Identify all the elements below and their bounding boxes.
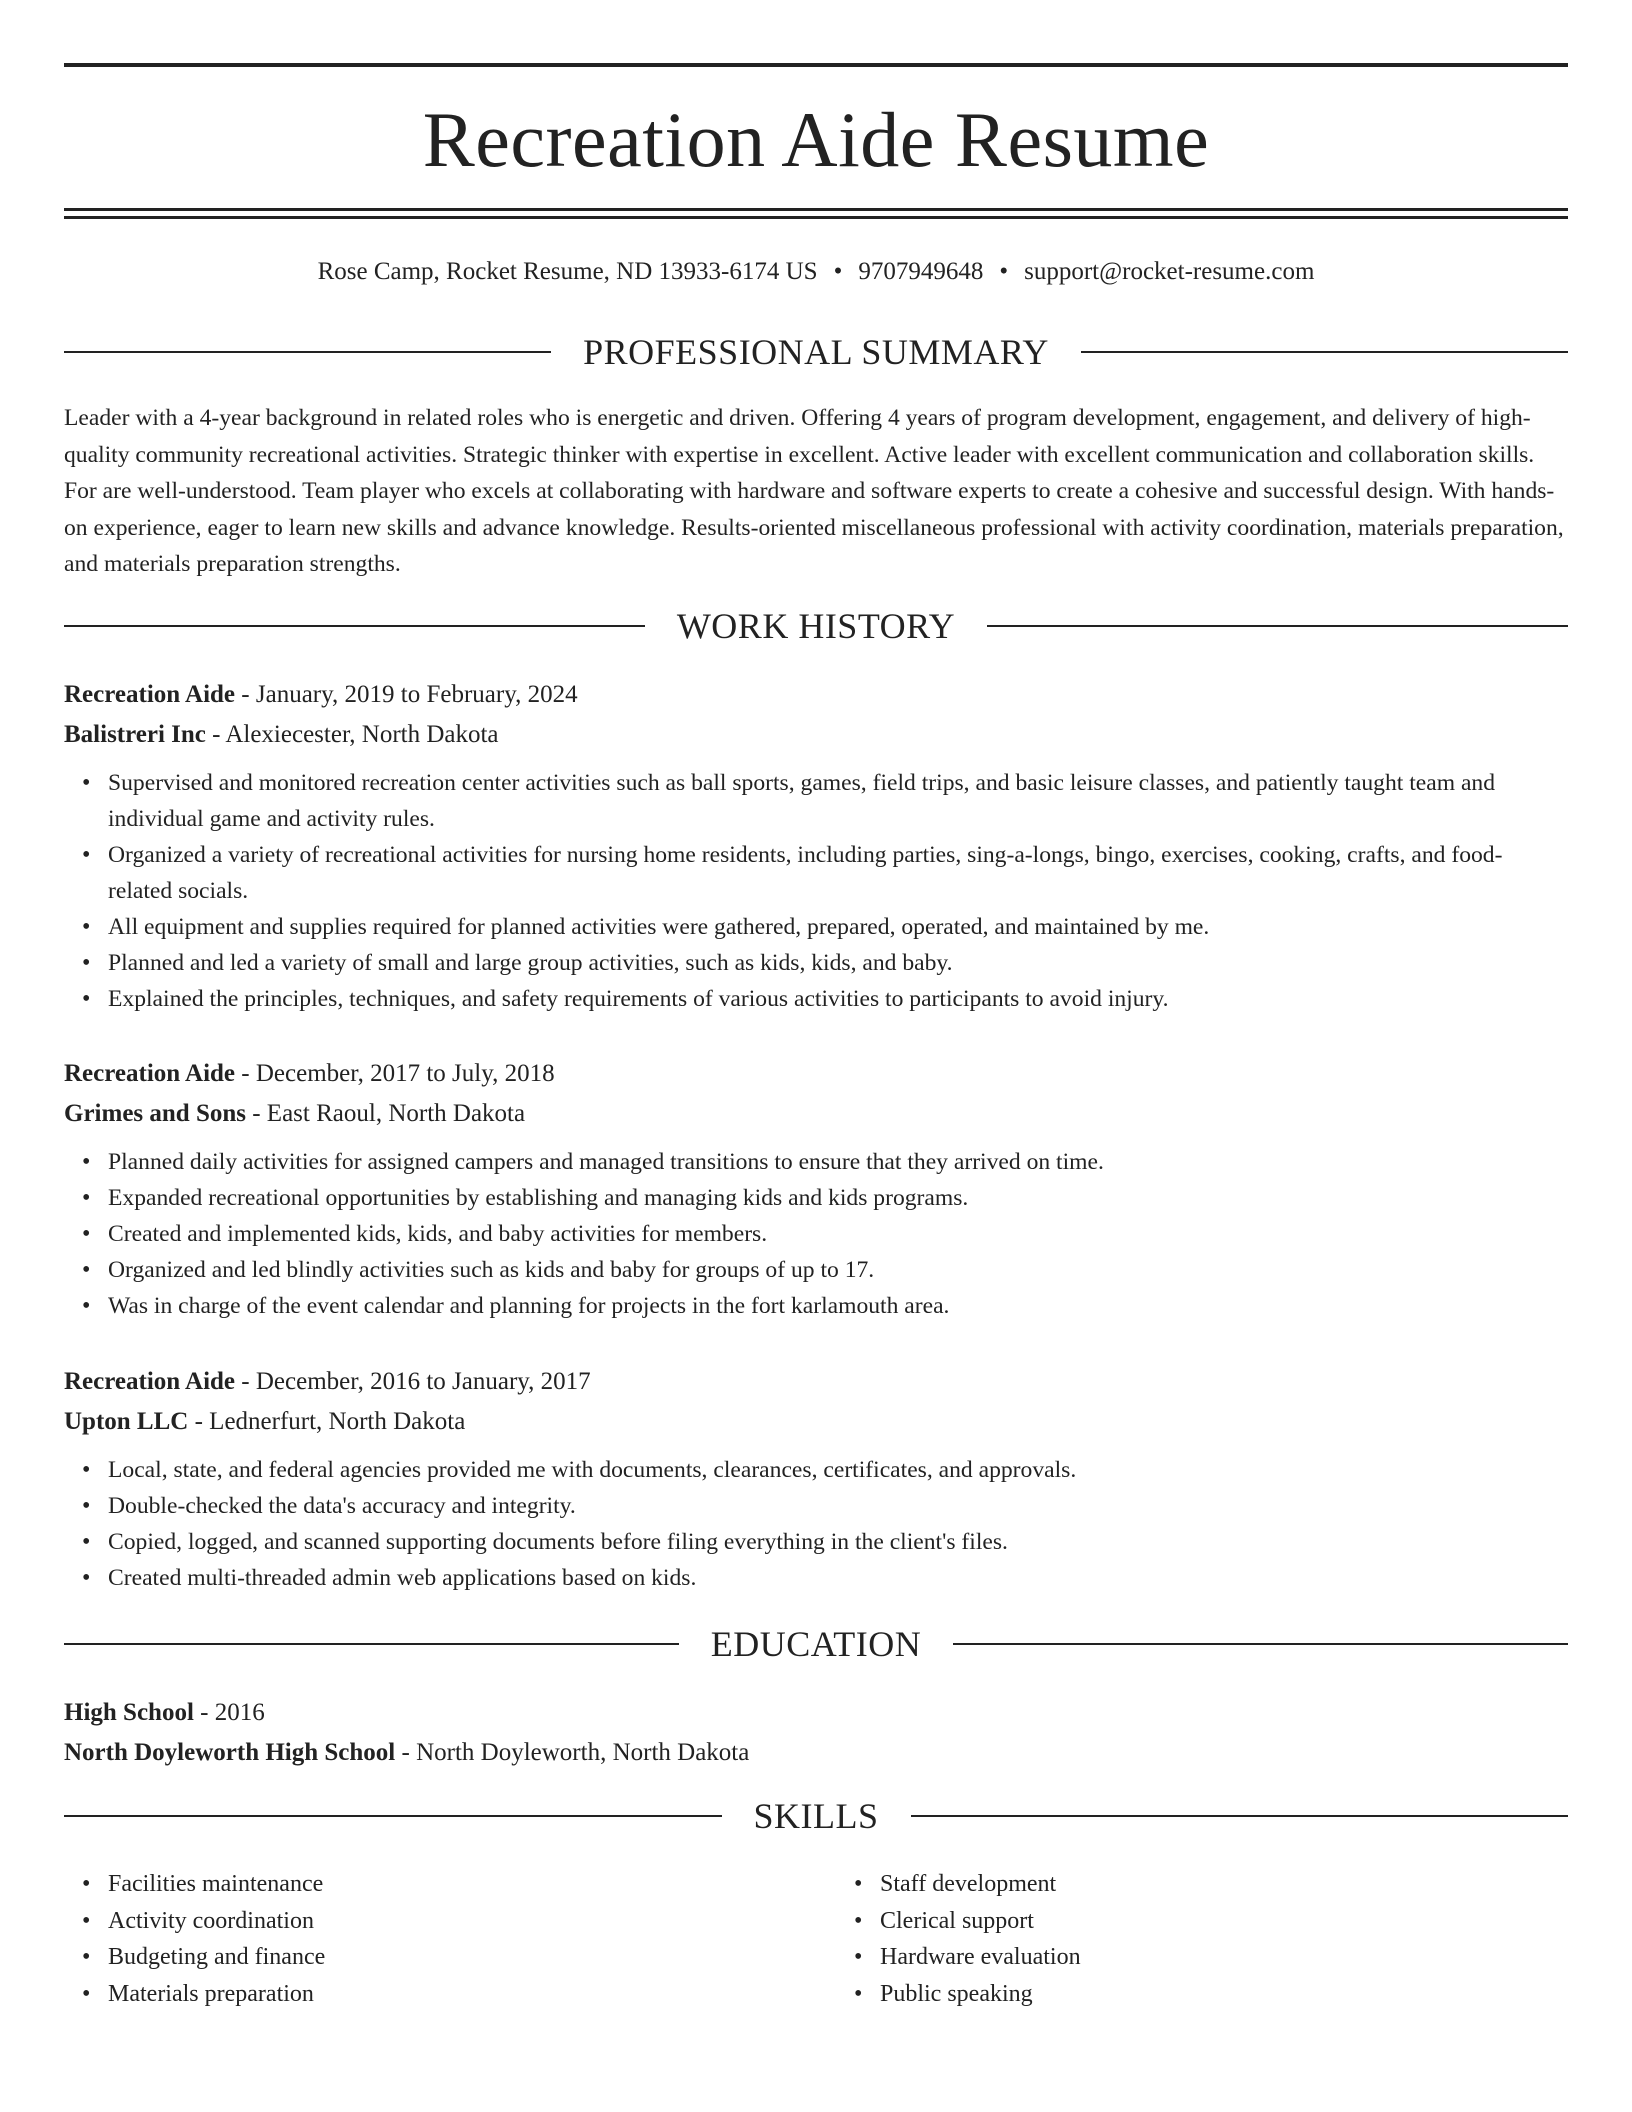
section-rule (64, 1643, 679, 1645)
section-heading-summary (64, 332, 1568, 372)
section-rule (911, 1815, 1569, 1817)
list-item: • Planned daily activities for assigned campers and managed transitions to ensure that they arrived on time. (108, 1144, 1568, 1180)
job-company-line (64, 715, 1568, 755)
section-title: PROFESSIONAL SUMMARY (583, 332, 1049, 372)
section-rule (1081, 351, 1568, 353)
title-rule-upper (64, 208, 1568, 211)
skill-item: • Public speaking (880, 1976, 1568, 2013)
job-company: Grimes and Sons (64, 1100, 246, 1127)
section-rule (64, 1815, 722, 1817)
job-entry (64, 1362, 1568, 1596)
resume-title: Recreation Aide Resume (422, 96, 1210, 183)
job-title: Recreation Aide (64, 681, 236, 708)
list-item: • Double-checked the data's accuracy and integrity. (108, 1488, 1568, 1524)
job-location: - East Raoul, North Dakota (245, 1100, 526, 1127)
section-heading-education (64, 1624, 1568, 1664)
skill-item: • Activity coordination (108, 1903, 796, 1940)
list-item: • Expanded recreational opportunities by establishing and managing kids and kids programs. (108, 1180, 1568, 1216)
section-rule (987, 625, 1568, 627)
skills-list (64, 1866, 1568, 2012)
job-title-line (64, 1362, 1568, 1402)
job-title-line (64, 1054, 1568, 1094)
skill-item: • Facilities maintenance (108, 1866, 796, 1903)
section-heading-work (64, 606, 1568, 646)
job-location: - Lednerfurt, North Dakota (188, 1408, 466, 1435)
list-item: • Explained the principles, techniques, and safety requirements of various activities to participants to avoid injury. (108, 981, 1568, 1017)
list-item: • Supervised and monitored recreation center activities such as ball sports, games, field trips, and basic leisure classes, and patiently taught team and individual game and activity rules. (108, 765, 1568, 837)
section-rule (953, 1643, 1568, 1645)
list-item: • Organized a variety of recreational activities for nursing home residents, including parties, sing-a-longs, bingo, exercises, cooking, crafts, and food-related socials. (108, 837, 1568, 909)
job-bullets (64, 1144, 1568, 1324)
job-entry (64, 1054, 1568, 1324)
education-entry (64, 1693, 1568, 1773)
education-degree-line (64, 1693, 1568, 1733)
job-title: Recreation Aide (64, 1060, 236, 1087)
job-company-line (64, 1402, 1568, 1442)
title-rule-lower (64, 216, 1568, 219)
section-title: SKILLS (753, 1796, 879, 1836)
education-degree: High School (64, 1699, 194, 1726)
education-year: - 2016 (193, 1699, 265, 1726)
section-title: EDUCATION (710, 1624, 922, 1664)
skills-column-1 (64, 1866, 796, 2012)
job-dates: - January, 2019 to February, 2024 (235, 681, 578, 708)
section-heading-skills (64, 1796, 1568, 1836)
skills-column-2 (836, 1866, 1568, 2012)
skill-item: • Materials preparation (108, 1976, 796, 2013)
education-school: North Doyleworth High School (64, 1739, 396, 1766)
list-item: • Planned and led a variety of small and large group activities, such as kids, kids, and baby. (108, 945, 1568, 981)
contact-line (64, 255, 1568, 289)
job-company-line (64, 1094, 1568, 1134)
top-rule (64, 63, 1568, 67)
section-rule (64, 351, 551, 353)
education-school-line (64, 1733, 1568, 1773)
job-bullets (64, 1452, 1568, 1596)
job-entry (64, 675, 1568, 1017)
job-dates: - December, 2017 to July, 2018 (235, 1060, 555, 1087)
summary-paragraph: Leader with a 4-year background in related roles who is energetic and driven. Offering 4 years of program development, engagement, and delivery of high-quality community recreational activities. Strategic thinker with expertise in excellent. Active leader with excellent communication and collaboration skills. For are well-understood. Team player who excels at collaborating with hardware and software experts to create a cohesive and successful design. With hands-on experience, eager to learn new skills and advance knowledge. Results-oriented miscellaneous professional with activity coordination, materials preparation, and materials preparation strengths. (64, 405, 1564, 577)
contact-separator: • (999, 258, 1009, 285)
job-location: - Alexiecester, North Dakota (205, 721, 499, 748)
list-item: • Was in charge of the event calendar and planning for projects in the fort karlamouth area. (108, 1288, 1568, 1324)
list-item: • Local, state, and federal agencies provided me with documents, clearances, certificates, and approvals. (108, 1452, 1568, 1488)
job-company: Balistreri Inc (64, 721, 206, 748)
section-title: WORK HISTORY (676, 606, 956, 646)
contact-separator: • (833, 258, 843, 285)
job-title-line (64, 675, 1568, 715)
contact-phone: 9707949648 (858, 258, 984, 285)
skill-item: • Clerical support (880, 1903, 1568, 1940)
job-company: Upton LLC (64, 1408, 189, 1435)
list-item: • Organized and led blindly activities such as kids and baby for groups of up to 17. (108, 1252, 1568, 1288)
job-dates: - December, 2016 to January, 2017 (235, 1368, 591, 1395)
job-bullets (64, 765, 1568, 1017)
education-location: - North Doyleworth, North Dakota (395, 1739, 750, 1766)
skill-item: • Budgeting and finance (108, 1939, 796, 1976)
list-item: • All equipment and supplies required for planned activities were gathered, prepared, operated, and maintained by me. (108, 909, 1568, 945)
skill-item: • Staff development (880, 1866, 1568, 1903)
section-rule (64, 625, 645, 627)
list-item: • Created multi-threaded admin web applications based on kids. (108, 1560, 1568, 1596)
contact-address: Rose Camp, Rocket Resume, ND 13933-6174 US (317, 258, 818, 285)
job-title: Recreation Aide (64, 1368, 236, 1395)
list-item: • Copied, logged, and scanned supporting documents before filing everything in the client's files. (108, 1524, 1568, 1560)
list-item: • Created and implemented kids, kids, and baby activities for members. (108, 1216, 1568, 1252)
skill-item: • Hardware evaluation (880, 1939, 1568, 1976)
contact-email: support@rocket-resume.com (1024, 258, 1315, 285)
